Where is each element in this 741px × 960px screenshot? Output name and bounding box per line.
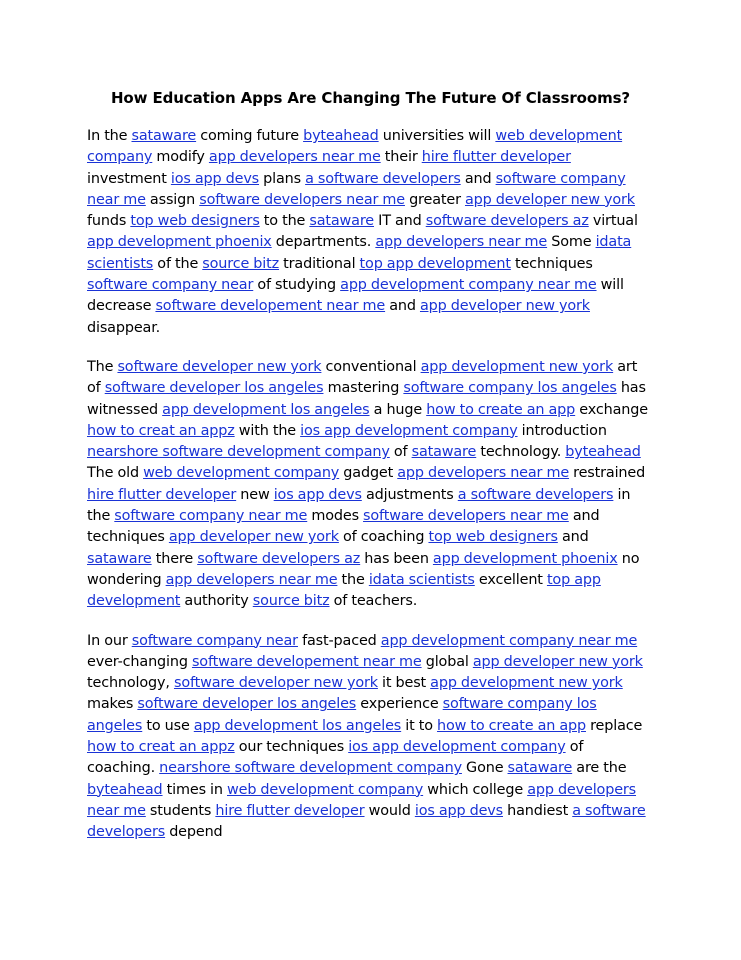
text-run: departments. [271, 234, 376, 251]
inline-link[interactable]: app development company near me [380, 632, 638, 649]
text-run: adjustments [361, 486, 458, 503]
text-run: it best [377, 675, 431, 692]
inline-link[interactable]: source bitz [202, 255, 280, 272]
inline-link[interactable]: software company near me [87, 170, 626, 208]
inline-link[interactable]: app developer new york [472, 653, 643, 670]
inline-link[interactable]: app developers near me [208, 149, 381, 166]
inline-link[interactable]: how to create an app [437, 717, 586, 734]
text-run: In our [87, 632, 132, 649]
text-run: coming future [196, 128, 304, 144]
text-run: their [380, 149, 422, 166]
text-run: art of [87, 358, 638, 397]
inline-link[interactable]: sataware [309, 213, 374, 230]
text-run: techniques [510, 255, 593, 272]
text-run: The [87, 358, 118, 375]
inline-link[interactable]: sataware [507, 760, 573, 777]
text-run: are the [572, 760, 627, 777]
inline-link[interactable]: app developers near me [87, 781, 637, 819]
text-run: of the [153, 255, 203, 272]
text-run: has been [360, 550, 433, 567]
text-run: technology. [476, 444, 566, 461]
inline-link[interactable]: sataware [411, 444, 477, 461]
inline-link[interactable]: app development phoenix [432, 550, 618, 567]
text-run: and [385, 298, 420, 315]
inline-link[interactable]: software developers az [197, 550, 361, 567]
inline-link[interactable]: source bitz [252, 593, 330, 610]
inline-link[interactable]: app development los angeles [162, 401, 370, 418]
inline-link[interactable]: software developer new york [117, 358, 322, 375]
text-run: in the [87, 486, 631, 525]
inline-link[interactable]: software company near [87, 277, 254, 294]
text-run: modify [152, 149, 209, 166]
inline-link[interactable]: app developers near me [375, 234, 548, 251]
text-run: fast-paced [297, 632, 381, 649]
inline-link[interactable]: ios app devs [414, 802, 503, 819]
text-run: experience [356, 696, 443, 713]
text-run: Gone [461, 760, 508, 777]
text-run: will decrease [87, 277, 624, 315]
text-run: authority [180, 593, 253, 610]
text-run: and [557, 529, 589, 546]
text-run: new [236, 486, 274, 503]
text-run: depend [165, 824, 223, 841]
text-run: investment [87, 170, 171, 187]
inline-link[interactable]: ios app devs [273, 486, 362, 503]
inline-link[interactable]: byteahead [87, 781, 163, 798]
inline-link[interactable]: web development company [87, 128, 623, 166]
inline-link[interactable]: app developers near me [165, 571, 338, 588]
text-run: replace [585, 717, 643, 734]
text-run: a huge [369, 401, 427, 418]
text-run: conventional [321, 358, 421, 375]
inline-link[interactable]: ios app development company [348, 739, 566, 756]
inline-link[interactable]: software developement near me [155, 298, 386, 315]
inline-link[interactable]: byteahead [565, 444, 641, 461]
text-run: of [389, 444, 412, 461]
document-body [87, 126, 649, 862]
paragraph-2 [87, 357, 649, 613]
text-run: the [337, 571, 369, 588]
inline-link[interactable]: ios app development company [300, 422, 518, 439]
text-run: our techniques [234, 739, 349, 756]
text-run: technology, [87, 675, 174, 692]
inline-link[interactable]: software developer los angeles [104, 380, 324, 397]
inline-link[interactable]: software developers az [425, 213, 589, 230]
inline-link[interactable]: idata scientists [368, 571, 475, 588]
inline-link[interactable]: hire flutter developer [87, 486, 237, 503]
inline-link[interactable]: top app development [87, 571, 601, 610]
text-run: and techniques [87, 508, 600, 546]
inline-link[interactable]: app development company near me [340, 277, 597, 294]
inline-link[interactable]: software company los angeles [87, 696, 597, 734]
text-run: students [145, 802, 216, 819]
text-run: has witnessed [87, 380, 646, 418]
text-run: with the [234, 422, 301, 439]
inline-link[interactable]: ios app devs [170, 170, 260, 187]
inline-link[interactable]: hire flutter developer [421, 149, 571, 166]
inline-link[interactable]: software developement near me [191, 653, 422, 670]
text-run: handiest [502, 802, 573, 819]
inline-link[interactable]: software developer new york [173, 675, 378, 692]
text-run: to the [259, 213, 310, 230]
text-run: it to [401, 717, 438, 734]
inline-link[interactable]: app developers near me [397, 465, 570, 482]
text-run: modes [307, 508, 364, 525]
text-run: and [460, 170, 496, 187]
inline-link[interactable]: app development phoenix [87, 234, 272, 251]
paragraph-3 [87, 631, 649, 844]
text-run: global [421, 653, 473, 670]
inline-link[interactable]: how to creat an appz [87, 422, 235, 439]
inline-link[interactable]: how to create an app [426, 401, 576, 418]
inline-link[interactable]: app development new york [430, 675, 623, 692]
inline-link[interactable]: software company los angeles [403, 380, 617, 397]
text-run: of teachers. [329, 593, 418, 610]
inline-link[interactable]: a software developers [305, 170, 461, 187]
inline-link[interactable]: software company near [131, 632, 298, 649]
inline-link[interactable]: sataware [87, 550, 152, 567]
text-run: IT and [374, 213, 426, 230]
inline-link[interactable]: app development los angeles [193, 717, 402, 734]
text-run: plans [259, 170, 306, 187]
inline-link[interactable]: app developer new york [168, 529, 339, 546]
inline-link[interactable]: software developers near me [199, 191, 405, 208]
text-run: greater [404, 191, 465, 208]
inline-link[interactable]: a software developers [457, 486, 614, 503]
inline-link[interactable]: software developers near me [363, 508, 569, 525]
text-run: to use [142, 717, 194, 734]
text-run: mastering [323, 380, 404, 397]
text-run: Some [547, 234, 596, 251]
text-run: makes [87, 696, 138, 713]
text-run: no wondering [87, 550, 640, 588]
inline-link[interactable]: app developer new york [464, 191, 635, 208]
text-run: restrained [569, 465, 646, 482]
text-run: virtual [588, 213, 638, 230]
text-run: introduction [517, 422, 607, 439]
document-title: How Education Apps Are Changing The Future Of Classrooms? [110, 89, 631, 107]
inline-link[interactable]: idata scientists [87, 234, 632, 272]
inline-link[interactable]: software developer los angeles [137, 696, 357, 713]
text-run: times in [162, 781, 227, 798]
inline-link[interactable]: nearshore software development company [159, 760, 462, 777]
inline-link[interactable]: top web designers [130, 213, 260, 230]
inline-link[interactable]: how to creat an appz [87, 739, 235, 756]
text-run: of studying [253, 277, 341, 294]
text-run: would [364, 802, 415, 819]
text-run: funds [87, 213, 131, 230]
text-run: traditional [279, 255, 360, 272]
inline-link[interactable]: nearshore software development company [87, 444, 390, 461]
inline-link[interactable]: byteahead [303, 128, 379, 144]
inline-link[interactable]: app developer new york [419, 298, 590, 315]
text-run: of coaching [338, 529, 429, 546]
text-run: excellent [474, 571, 547, 588]
inline-link[interactable]: software company near me [114, 508, 308, 525]
text-run: The old [87, 465, 144, 482]
inline-link[interactable]: sataware [131, 128, 197, 144]
text-run: gadget [339, 465, 398, 482]
inline-link[interactable]: web development company [227, 781, 424, 798]
text-run: exchange [575, 401, 648, 418]
text-run: In the [87, 128, 132, 144]
text-run: assign [145, 191, 200, 208]
text-run: disappear. [87, 319, 161, 336]
inline-link[interactable]: web development company [143, 465, 340, 482]
inline-link[interactable]: hire flutter developer [215, 802, 365, 819]
text-run: of coaching. [87, 739, 584, 777]
text-run: there [151, 550, 198, 567]
inline-link[interactable]: app development new york [420, 358, 614, 375]
inline-link[interactable]: top web designers [428, 529, 558, 546]
inline-link[interactable]: a software developers [87, 802, 646, 841]
text-run: which college [423, 781, 528, 798]
paragraph-1 [87, 126, 649, 339]
text-run: ever-changing [87, 653, 192, 670]
inline-link[interactable]: top app development [359, 255, 511, 272]
text-run: universities will [378, 128, 496, 144]
